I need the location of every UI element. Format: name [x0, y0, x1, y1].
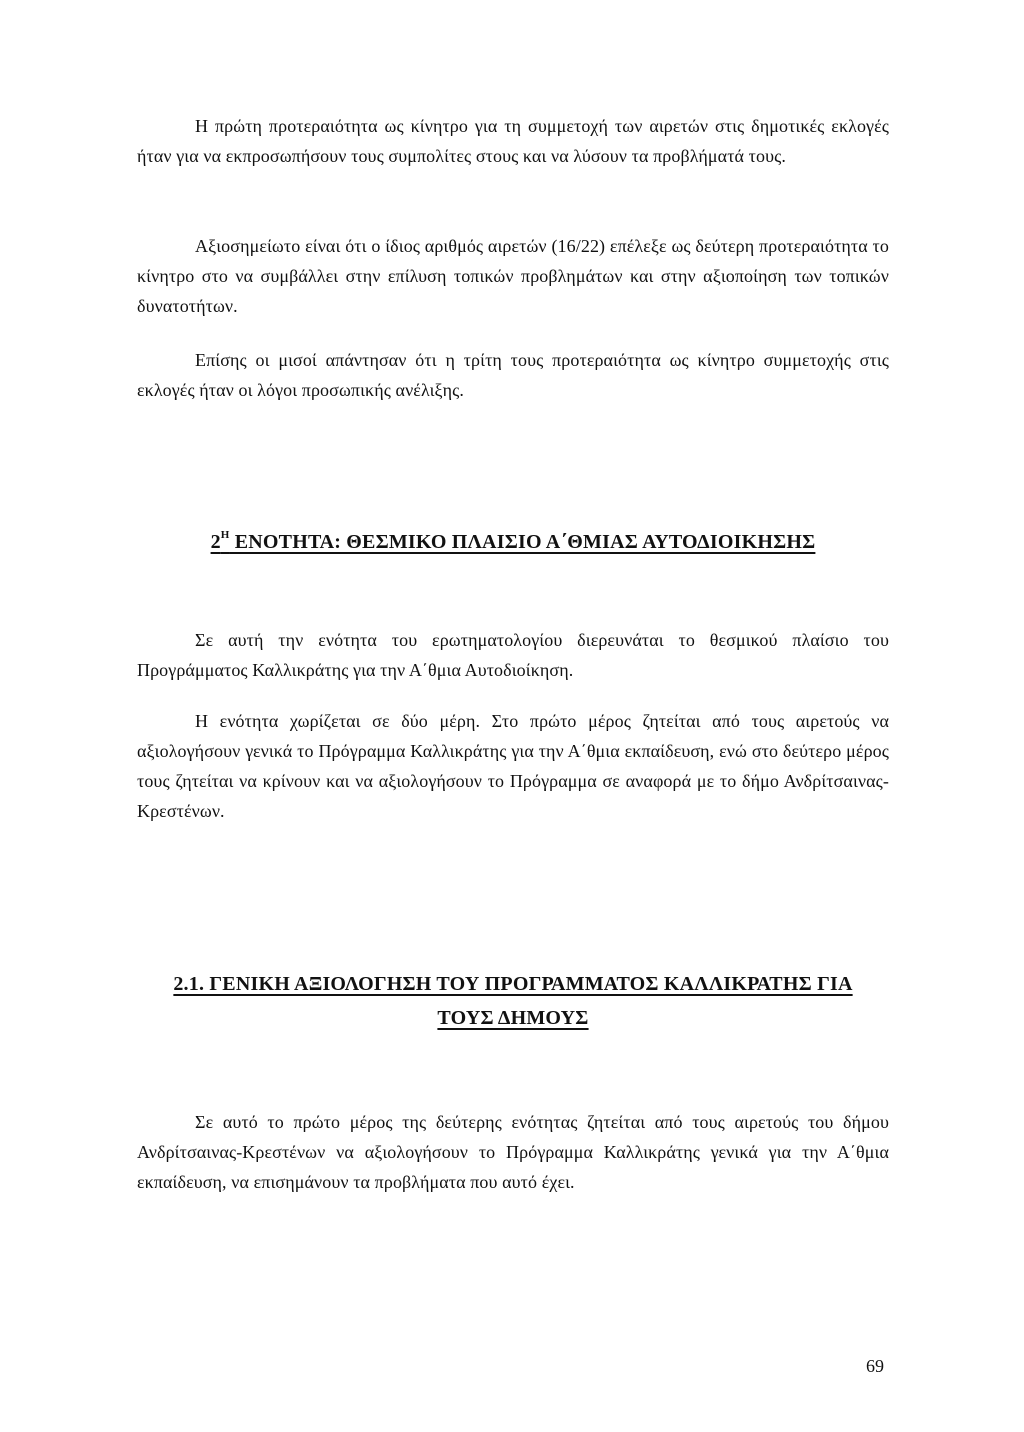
paragraph-first-priority: Η πρώτη προτεραιότητα ως κίνητρο για τη συμμετοχή των αιρετών στις δημοτικές εκλογές ήταν για να εκπροσωπήσουν τους συμπολίτες στους και να λύσουν τα προβλήματά τους.	[137, 116, 889, 166]
subsection-heading-line2: ΤΟΥΣ ΔΗΜΟΥΣ	[437, 1007, 589, 1029]
section-heading	[137, 531, 889, 554]
section-heading-number: 2	[210, 531, 221, 553]
paragraph-section-intro: Σε αυτή την ενότητα του ερωτηματολογίου διερευνάται το θεσμικού πλαίσιο του Προγράμματος Καλλικράτης για την Α΄θμια Αυτοδιοίκηση.	[137, 630, 889, 680]
section-heading-superscript: Η	[220, 529, 230, 542]
subsection-heading	[137, 967, 889, 1035]
section-heading-title: ΕΝΟΤΗΤΑ: ΘΕΣΜΙΚΟ ΠΛΑΙΣΙΟ Α΄ΘΜΙΑΣ ΑΥΤΟΔΙΟΙΚΗΣΗΣ	[229, 531, 816, 553]
paragraph-second-priority: Αξιοσημείωτο είναι ότι ο ίδιος αριθμός αιρετών (16/22) επέλεξε ως δεύτερη προτεραιότητα το κίνητρο στο να συμβάλλει στην επίλυση τοπικών προβλημάτων και στην αξιοποίηση των τοπικών δυνατοτήτων.	[137, 236, 889, 316]
paragraph-third-priority: Επίσης οι μισοί απάντησαν ότι η τρίτη τους προτεραιότητα ως κίνητρο συμμετοχής στις εκλογές ήταν οι λόγοι προσωπικής ανέλιξης.	[137, 350, 889, 400]
subsection-heading-line1: 2.1. ΓΕΝΙΚΗ ΑΞΙΟΛΟΓΗΣΗ ΤΟΥ ΠΡΟΓΡΑΜΜΑΤΟΣ ΚΑΛΛΙΚΡΑΤΗΣ ΓΙΑ	[173, 973, 853, 995]
paragraph-section-parts: Η ενότητα χωρίζεται σε δύο μέρη. Στο πρώτο μέρος ζητείται από τους αιρετούς να αξιολογήσουν γενικά το Πρόγραμμα Καλλικράτης για την Α΄θμια εκπαίδευση, ενώ στο δεύτερο μέρος τους ζητείται να κρίνουν και να αξιολογήσουν το Πρόγραμμα σε αναφορά με το δήμο Ανδρίτσαινας-Κρεστένων.	[137, 711, 889, 821]
paragraph-subsection-intro: Σε αυτό το πρώτο μέρος της δεύτερης ενότητας ζητείται από τους αιρετούς του δήμου Ανδρίτσαινας-Κρεστένων να αξιολογήσουν το Πρόγραμμα Καλλικράτης γενικά για την Α΄θμια εκπαίδευση, να επισημάνουν τα προβλήματα που αυτό έχει.	[137, 1112, 889, 1192]
page-number: 69	[866, 1356, 884, 1376]
